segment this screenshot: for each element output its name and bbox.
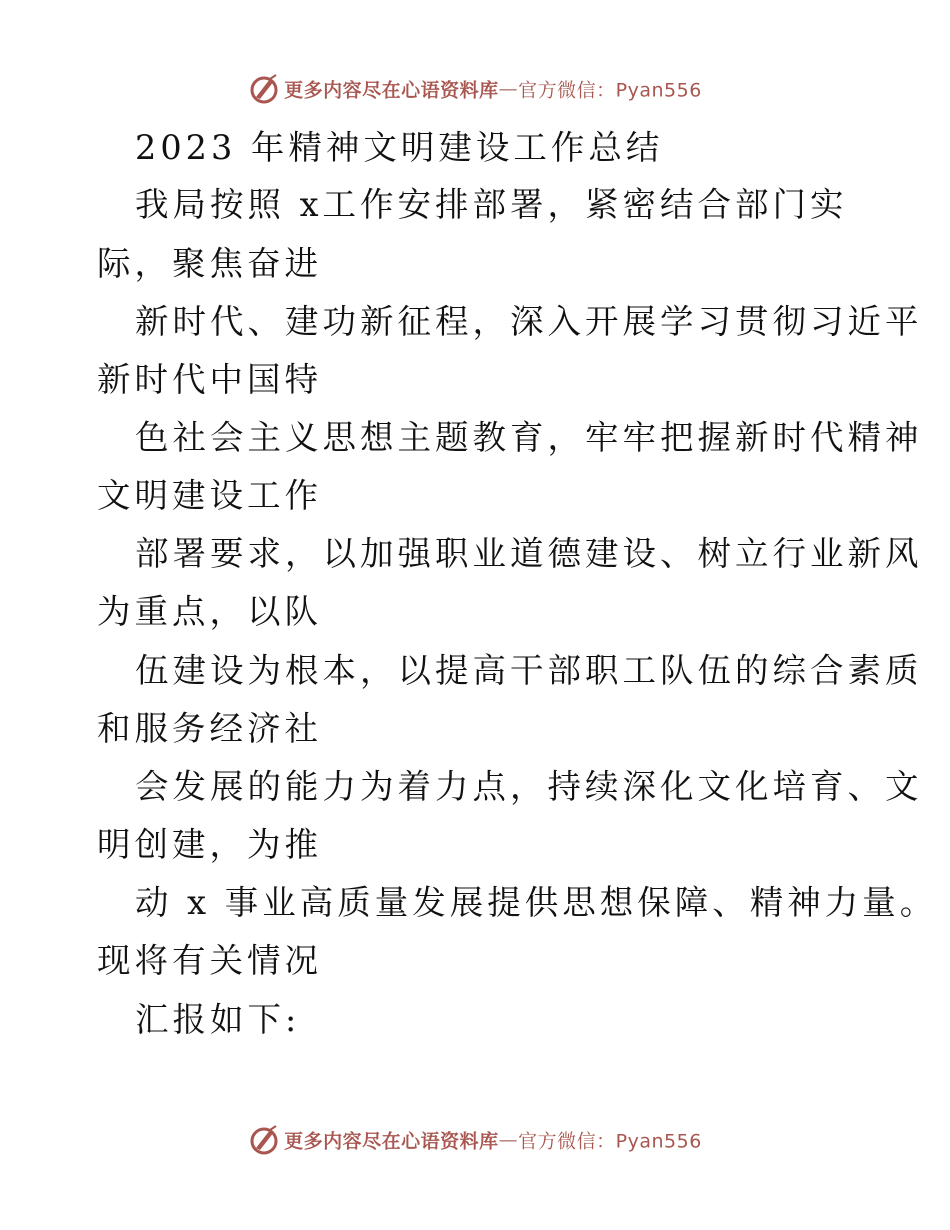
body-line: 色社会主义思想主题教育，牢牢把握新时代精神 <box>135 418 923 457</box>
body-line: 新时代中国特 <box>97 360 322 399</box>
body-line: 我局按照 x工作安排部署，紧密结合部门实 <box>135 185 848 224</box>
body-line: 部署要求，以加强职业道德建设、树立行业新风 <box>135 534 923 573</box>
body-line: 际，聚焦奋进 <box>97 244 322 283</box>
quill-pen-logo-icon <box>248 1124 280 1156</box>
body-line: 伍建设为根本，以提高干部职工队伍的综合素质 <box>135 651 923 690</box>
body-line: 新时代、建功新征程，深入开展学习贯彻习近平 <box>135 302 923 341</box>
body-line: 现将有关情况 <box>97 941 322 980</box>
footer-watermark <box>0 1124 950 1156</box>
body-line: 文明建设工作 <box>97 476 322 515</box>
watermark-separator: — <box>498 1129 519 1151</box>
watermark-contact-text: 官方微信：Pyan556 <box>518 79 702 102</box>
body-line: 汇报如下: <box>135 1000 301 1039</box>
watermark-separator: — <box>498 78 519 100</box>
body-line: 为重点，以队 <box>97 592 322 631</box>
body-line: 明创建，为推 <box>97 825 322 864</box>
watermark-main-text: 更多内容尽在心语资料库 <box>284 79 499 102</box>
body-line: 动 x 事业高质量发展提供思想保障、精神力量。 <box>135 883 938 922</box>
body-line: 和服务经济社 <box>97 709 322 748</box>
header-watermark <box>0 73 950 105</box>
document-title: 2023 年精神文明建设工作总结 <box>135 128 664 167</box>
watermark-main-text: 更多内容尽在心语资料库 <box>284 1130 499 1153</box>
quill-pen-logo-icon <box>248 73 280 105</box>
watermark-contact-text: 官方微信：Pyan556 <box>518 1130 702 1153</box>
body-line: 会发展的能力为着力点，持续深化文化培育、文 <box>135 767 923 806</box>
